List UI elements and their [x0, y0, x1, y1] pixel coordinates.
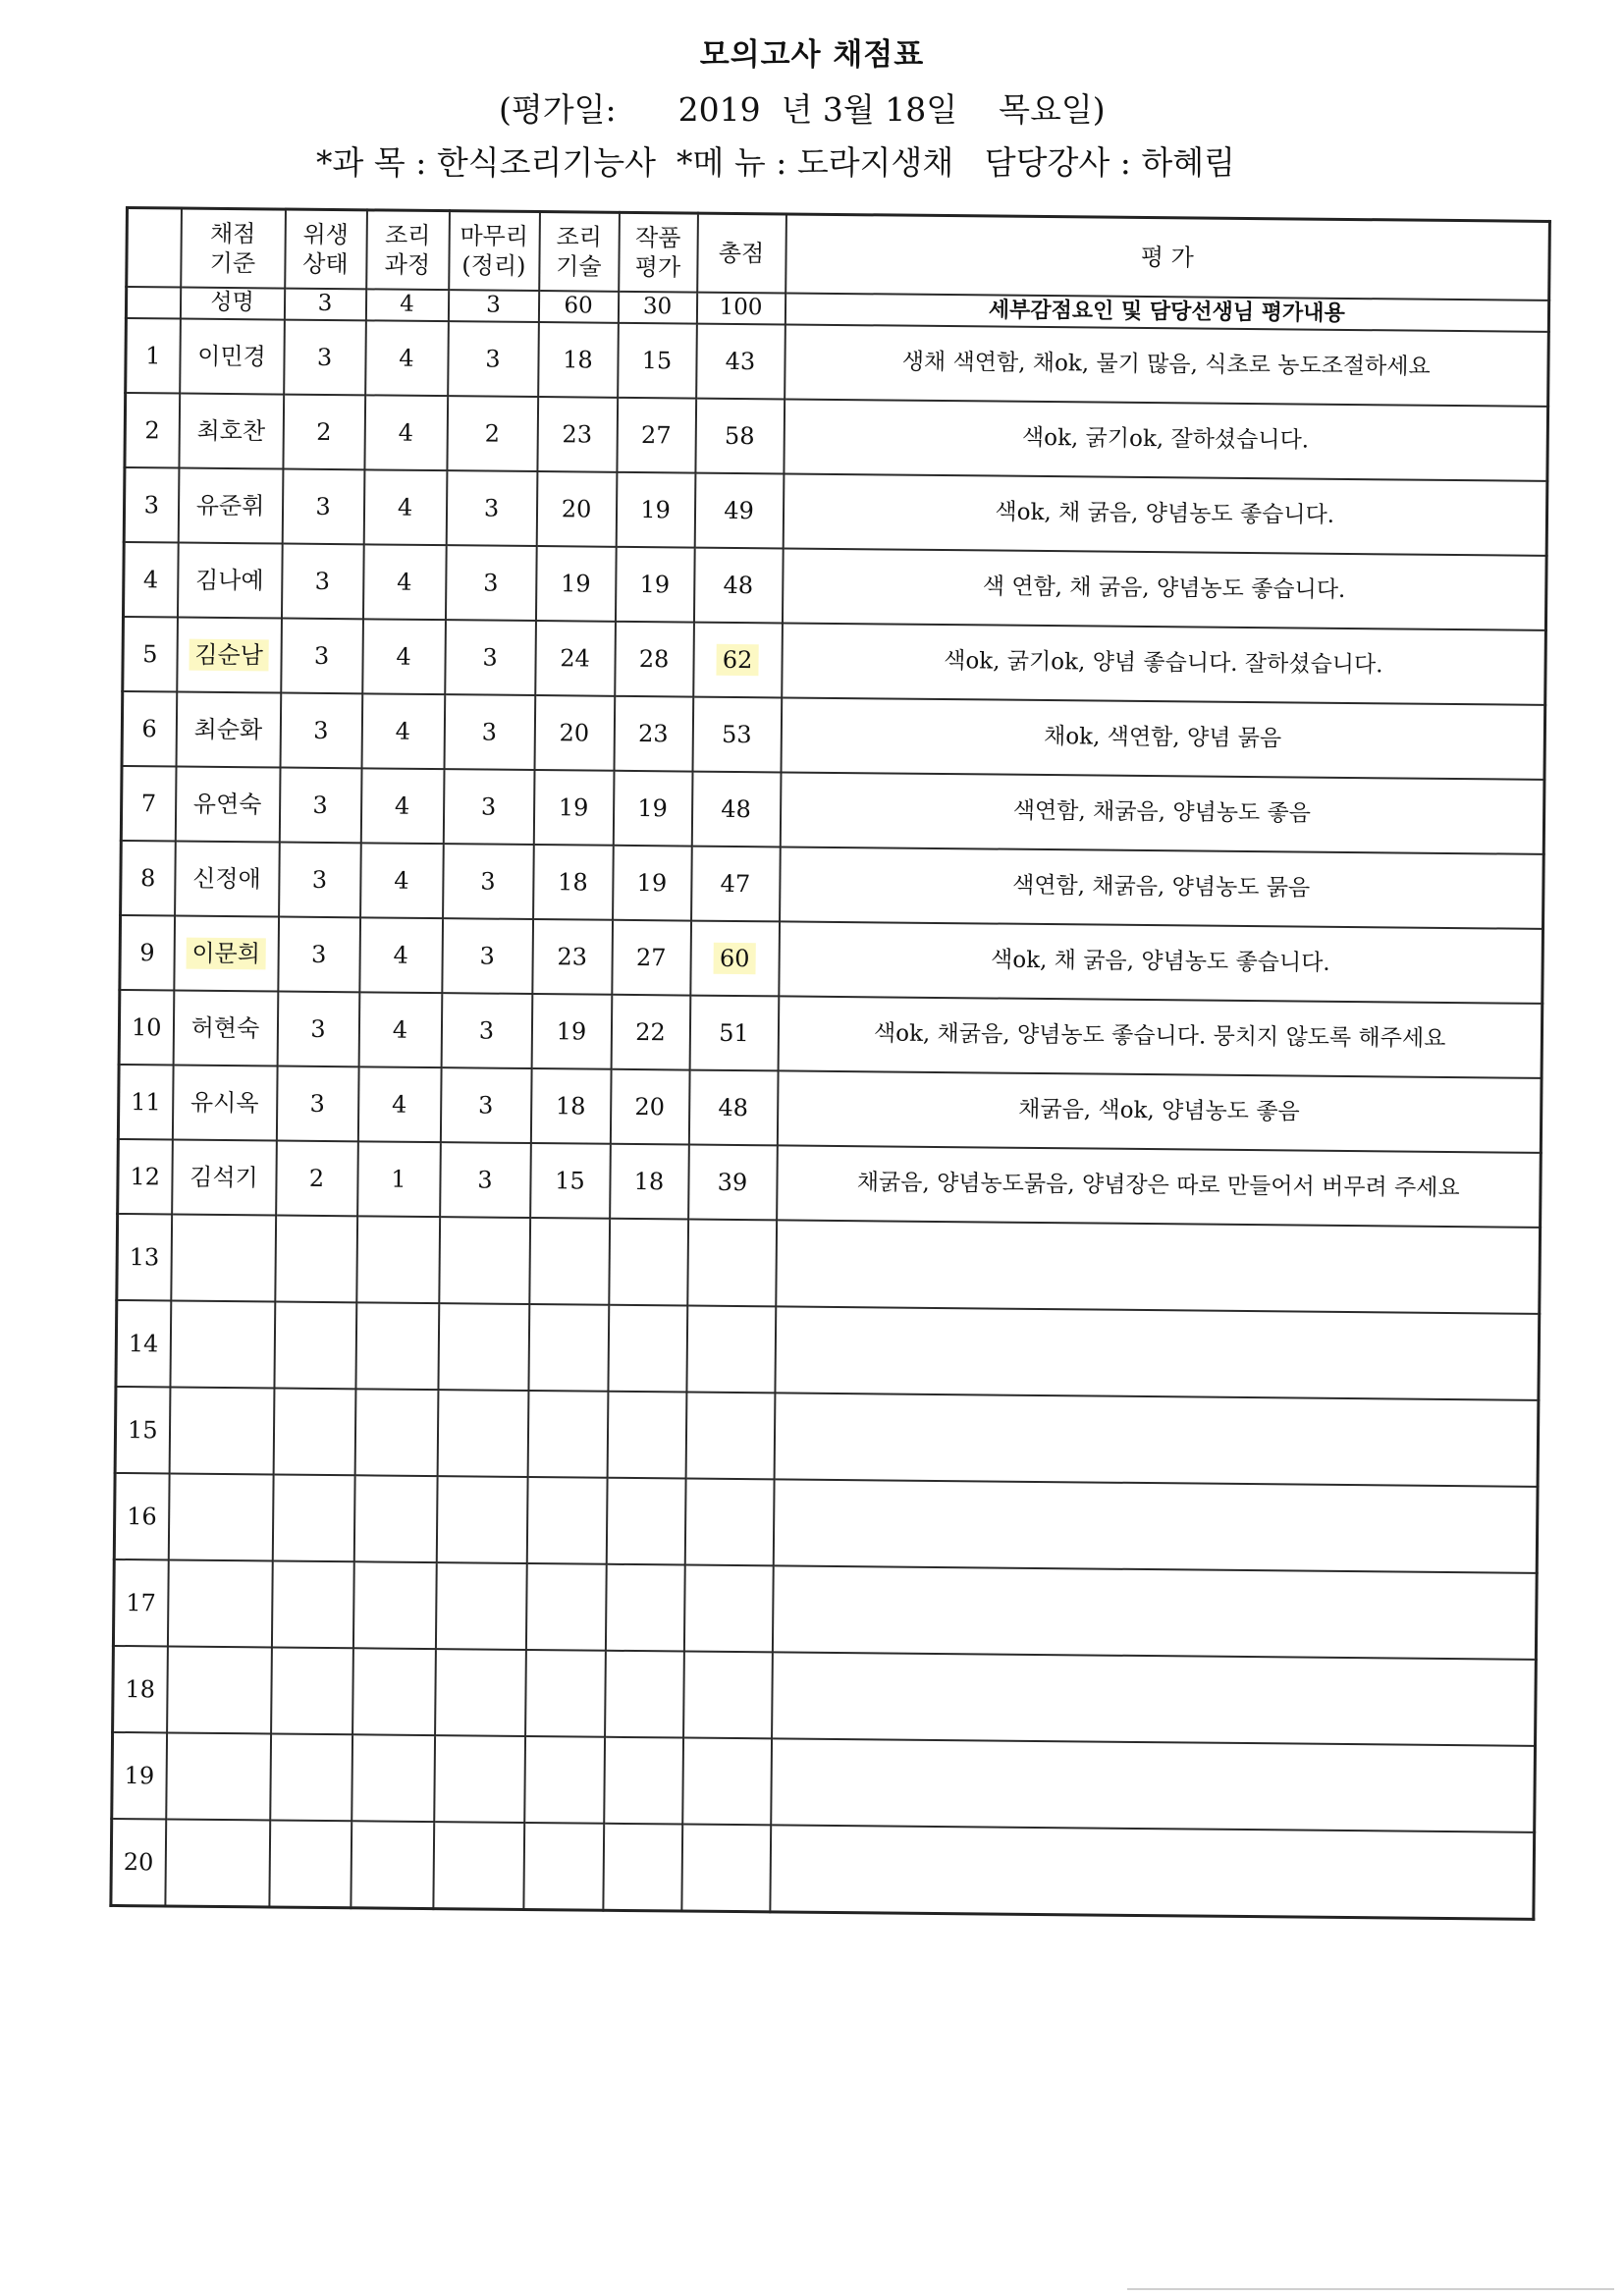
cell-comment: 색 연함, 채 굵음, 양념농도 좋습니다.: [782, 548, 1546, 629]
empty-cell: [351, 1821, 434, 1908]
cell-finish: 2: [447, 396, 538, 471]
row-number: 16: [114, 1472, 169, 1559]
cell-skill: 18: [530, 1068, 611, 1144]
empty-cell: [352, 1561, 436, 1649]
empty-cell: [605, 1650, 684, 1737]
empty-cell: [272, 1474, 354, 1561]
empty-cell: [171, 1214, 276, 1301]
empty-cell: [770, 1825, 1535, 1919]
row-number: 9: [120, 914, 175, 990]
empty-cell: [271, 1560, 353, 1648]
cell-process: 4: [362, 544, 446, 620]
cell-hygiene: 3: [281, 618, 363, 693]
row-number: 8: [121, 840, 176, 915]
cell-name: 유시옥: [172, 1065, 277, 1140]
cell-comment: 색연함, 채굵음, 양념농도 좋음: [780, 772, 1544, 853]
empty-cell: [687, 1219, 777, 1306]
empty-cell: [434, 1735, 525, 1823]
empty-cell: [356, 1216, 440, 1303]
cell-hygiene: 3: [280, 692, 362, 768]
empty-cell: [438, 1303, 529, 1391]
document-title: 모의고사 채점표: [699, 37, 925, 73]
cell-work: 19: [613, 770, 692, 846]
row-number: 3: [124, 467, 179, 543]
score-sheet-table: [109, 206, 1551, 1920]
empty-cell: [681, 1824, 771, 1911]
cell-process: 4: [357, 1066, 441, 1142]
empty-cell: [439, 1217, 530, 1304]
empty-table-row: [113, 1558, 1537, 1659]
instructor-label: 담당강사 : 하혜림: [984, 143, 1235, 182]
row-number: 5: [123, 616, 178, 691]
table-row: [125, 393, 1548, 481]
empty-cell: [683, 1651, 773, 1738]
empty-cell: [352, 1734, 435, 1822]
menu-label: *메 뉴 : 도라지생채: [676, 143, 954, 182]
subject-label: *과 목 : 한식조리기능사: [316, 143, 656, 182]
cell-finish: 3: [440, 1142, 531, 1218]
cell-total: [690, 920, 780, 996]
cell-skill: 20: [534, 695, 615, 771]
empty-cell: [270, 1733, 352, 1821]
empty-table-row: [117, 1213, 1541, 1313]
empty-cell: [772, 1652, 1537, 1745]
empty-cell: [165, 1819, 270, 1907]
empty-cell: [269, 1820, 352, 1907]
row-number: 10: [119, 989, 174, 1065]
header-criteria: 채점 기준: [181, 208, 286, 288]
cell-skill: 23: [537, 397, 618, 472]
cell-process: 4: [359, 917, 443, 993]
cell-skill: 24: [535, 621, 616, 696]
empty-cell: [529, 1217, 610, 1304]
cell-name: 신정애: [175, 841, 280, 916]
cell-process: 4: [363, 469, 447, 545]
cell-name: 허현숙: [173, 990, 278, 1066]
cell-comment: 채굵음, 색ok, 양념농도 좋음: [777, 1070, 1542, 1152]
cell-comment: 채ok, 색연함, 양념 묽음: [781, 697, 1545, 779]
highlighted-total: 62: [717, 643, 759, 675]
empty-cell: [527, 1390, 608, 1477]
header-row: [127, 208, 1550, 301]
cell-total: 49: [694, 472, 784, 548]
header-work: 작품 평가: [619, 212, 698, 292]
highlighted-total: 60: [714, 942, 756, 973]
empty-cell: [609, 1218, 688, 1305]
evaluation-date: [499, 84, 1106, 131]
empty-cell: [169, 1387, 274, 1474]
empty-table-row: [111, 1818, 1535, 1918]
max-number-cell: [126, 287, 180, 319]
cell-finish: 3: [446, 470, 537, 546]
cell-total: 48: [688, 1069, 778, 1145]
empty-table-row: [112, 1731, 1536, 1831]
empty-cell: [607, 1391, 686, 1478]
cell-name: 이민경: [180, 318, 285, 394]
cell-skill: 20: [536, 471, 617, 547]
empty-cell: [435, 1562, 526, 1650]
cell-total: 43: [696, 323, 785, 399]
empty-cell: [355, 1302, 439, 1390]
cell-hygiene: 3: [278, 916, 360, 992]
header-number-cell: [127, 208, 182, 288]
row-number: 20: [111, 1818, 166, 1905]
table-row: [123, 616, 1546, 704]
row-number: 1: [126, 318, 181, 394]
cell-work: 19: [613, 845, 692, 920]
empty-cell: [684, 1478, 774, 1565]
cell-hygiene: 2: [276, 1140, 358, 1216]
cell-hygiene: 3: [284, 319, 366, 395]
cell-process: 4: [362, 619, 446, 694]
cell-finish: 3: [441, 993, 532, 1068]
row-number: 15: [115, 1386, 170, 1473]
empty-cell: [170, 1300, 275, 1388]
empty-cell: [605, 1563, 684, 1651]
max-total: 100: [696, 292, 785, 324]
cell-skill: 19: [531, 994, 612, 1069]
cell-comment: 색ok, 굵기ok, 양념 좋습니다. 잘하셨습니다.: [782, 623, 1546, 704]
row-number: 4: [123, 541, 178, 617]
page-edge-line: [1127, 2288, 1614, 2290]
cell-comment: 채굵음, 양념농도묽음, 양념장은 따로 만들어서 버무려 주세요: [777, 1145, 1542, 1227]
cell-total: 39: [688, 1144, 778, 1220]
score-rows: [118, 318, 1549, 1228]
cell-name: [177, 617, 282, 692]
cell-hygiene: 3: [281, 543, 363, 619]
empty-cell: [525, 1562, 606, 1650]
name-label: 성명: [180, 287, 284, 319]
empty-cell: [275, 1215, 357, 1302]
empty-cell: [774, 1393, 1539, 1486]
empty-table-row: [115, 1386, 1539, 1486]
cell-comment: 생채 색연함, 채ok, 물기 많음, 식초로 농도조절하세요: [785, 324, 1549, 406]
cell-work: 28: [615, 621, 694, 696]
cell-total: 48: [691, 771, 781, 847]
cell-hygiene: 3: [276, 1066, 358, 1141]
cell-process: 1: [357, 1141, 441, 1217]
empty-cell: [168, 1473, 273, 1560]
empty-cell: [775, 1306, 1540, 1399]
cell-name: 김나예: [177, 542, 282, 618]
empty-cell: [772, 1565, 1537, 1659]
cell-finish: 3: [445, 545, 536, 621]
empty-cell: [603, 1823, 682, 1910]
cell-total: [693, 622, 783, 697]
cell-work: 15: [618, 322, 697, 398]
cell-finish: 3: [444, 694, 535, 770]
row-number: 2: [125, 393, 180, 468]
empty-cell: [604, 1736, 683, 1824]
empty-cell: [166, 1732, 271, 1820]
empty-cell: [608, 1304, 687, 1392]
empty-cell: [776, 1220, 1541, 1313]
table-row: [120, 914, 1543, 1003]
empty-cell: [353, 1475, 437, 1562]
table-row: [119, 989, 1543, 1077]
table-row: [123, 541, 1546, 629]
cell-skill: 18: [533, 845, 614, 920]
date-label: (평가일:: [499, 90, 617, 129]
highlighted-name: 김순남: [189, 638, 269, 671]
cell-finish: 3: [448, 321, 539, 397]
empty-cell: [683, 1564, 773, 1652]
cell-comment: 색연함, 채굵음, 양념농도 묽음: [780, 847, 1544, 928]
cell-process: 4: [358, 992, 442, 1067]
cell-work: 23: [614, 695, 693, 771]
empty-cell: [525, 1649, 606, 1736]
header-hygiene: 위생 상태: [285, 209, 367, 289]
empty-cell: [273, 1388, 355, 1475]
empty-cell: [437, 1390, 528, 1477]
cell-name: 김석기: [172, 1139, 277, 1215]
cell-skill: 19: [535, 546, 616, 622]
cell-finish: 3: [440, 1067, 531, 1143]
empty-cell: [352, 1648, 436, 1735]
empty-cell: [524, 1735, 605, 1823]
cell-total: 58: [695, 398, 785, 473]
row-number: 18: [113, 1645, 168, 1732]
row-number: 7: [121, 765, 176, 841]
empty-cell: [271, 1647, 353, 1734]
cell-process: 4: [360, 768, 444, 844]
header-evaluation: 평 가: [785, 214, 1550, 300]
cell-finish: 3: [443, 769, 534, 845]
table-row: [118, 1064, 1542, 1152]
cell-work: 19: [615, 546, 694, 622]
cell-comment: 색ok, 채 굵음, 양념농도 좋습니다.: [783, 473, 1547, 555]
table-row: [121, 840, 1544, 928]
cell-comment: 색ok, 채 굵음, 양념농도 좋습니다.: [779, 921, 1543, 1003]
empty-table-row: [113, 1645, 1537, 1745]
empty-cell: [436, 1476, 527, 1563]
exam-info: [316, 137, 1235, 184]
header-process: 조리 과정: [366, 210, 450, 290]
empty-cell: [167, 1646, 272, 1733]
cell-total: 47: [691, 846, 781, 921]
empty-cell: [773, 1479, 1538, 1572]
cell-finish: 3: [445, 620, 536, 695]
empty-cell: [167, 1559, 272, 1647]
row-number: 13: [117, 1213, 172, 1300]
row-number: 12: [118, 1138, 173, 1214]
row-number: 17: [113, 1558, 168, 1646]
table-row: [124, 467, 1547, 556]
cell-skill: 23: [532, 919, 613, 995]
empty-cell: [528, 1303, 609, 1391]
row-number: 11: [118, 1064, 173, 1139]
cell-name: 유연숙: [175, 766, 280, 842]
cell-work: 22: [611, 994, 690, 1069]
cell-work: 19: [616, 471, 695, 547]
header-finish: 마무리 (정리): [449, 211, 540, 291]
cell-finish: 3: [443, 844, 534, 919]
date-year: 2019: [677, 90, 761, 129]
max-work: 30: [618, 291, 696, 323]
empty-cell: [526, 1476, 607, 1563]
cell-hygiene: 3: [277, 991, 359, 1066]
cell-hygiene: 3: [279, 767, 361, 843]
cell-comment: 색ok, 채굵음, 양념농도 좋습니다. 뭉치지 않도록 해주세요: [778, 996, 1543, 1077]
empty-cell: [433, 1822, 524, 1909]
empty-cell: [274, 1301, 356, 1389]
date-month-day: 년 3월 18일: [781, 90, 958, 129]
cell-work: 20: [610, 1068, 689, 1144]
cell-total: 53: [692, 696, 782, 772]
cell-process: 4: [364, 395, 448, 470]
empty-table-row: [116, 1299, 1540, 1399]
table-row: [122, 690, 1545, 779]
row-number: 19: [112, 1731, 167, 1819]
highlighted-name: 이문희: [186, 937, 266, 969]
empty-cell: [606, 1477, 685, 1564]
cell-skill: 15: [530, 1143, 611, 1219]
cell-process: 4: [360, 843, 444, 918]
max-skill: 60: [538, 291, 618, 323]
cell-skill: 19: [533, 770, 614, 846]
cell-name: 최순화: [176, 691, 281, 767]
empty-rows: [111, 1213, 1541, 1918]
max-finish: 3: [448, 290, 538, 322]
table-row: [121, 765, 1544, 853]
cell-work: 27: [617, 397, 696, 472]
table-row: [118, 1138, 1542, 1227]
cell-work: 18: [610, 1143, 689, 1219]
cell-hygiene: 3: [282, 468, 364, 544]
cell-finish: 3: [442, 918, 533, 994]
cell-name: [174, 915, 279, 991]
empty-cell: [435, 1649, 526, 1736]
header-total: 총점: [697, 213, 786, 293]
max-process: 4: [365, 289, 448, 321]
cell-total: 48: [693, 547, 783, 623]
cell-skill: 18: [538, 322, 619, 398]
empty-cell: [685, 1392, 775, 1479]
comment-header: 세부감점요인 및 담당선생님 평가내용: [785, 293, 1548, 331]
row-number: 6: [122, 690, 177, 766]
date-weekday: 목요일): [999, 90, 1106, 129]
cell-comment: 색ok, 굵기ok, 잘하셨습니다.: [784, 399, 1548, 480]
row-number: 14: [116, 1299, 171, 1387]
cell-work: 27: [612, 919, 691, 995]
header-skill: 조리 기술: [539, 212, 620, 292]
empty-cell: [686, 1305, 776, 1393]
empty-cell: [523, 1822, 604, 1909]
empty-table-row: [114, 1472, 1538, 1572]
cell-name: 최호찬: [179, 393, 284, 468]
cell-process: 4: [361, 693, 445, 769]
cell-hygiene: 2: [283, 394, 365, 469]
cell-hygiene: 3: [279, 842, 361, 917]
empty-cell: [354, 1389, 438, 1476]
cell-process: 4: [365, 320, 449, 396]
empty-cell: [682, 1737, 772, 1825]
max-hygiene: 3: [284, 288, 365, 320]
cell-total: 51: [689, 995, 779, 1070]
empty-cell: [771, 1738, 1536, 1831]
table-row: [126, 318, 1549, 407]
cell-name: 유준휘: [178, 467, 283, 543]
